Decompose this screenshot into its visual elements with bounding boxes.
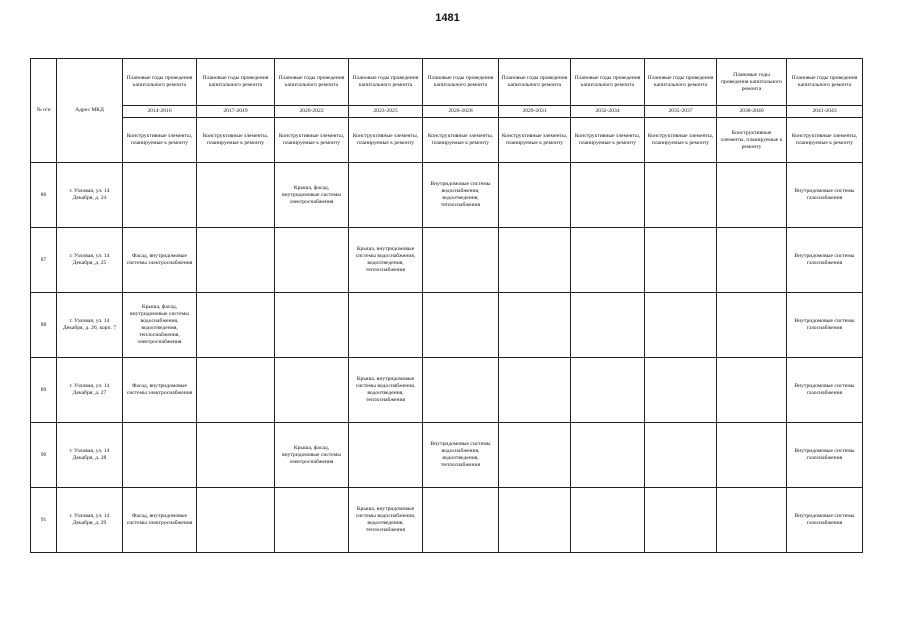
repair-elements-cell [423, 358, 499, 423]
repair-elements-cell: Фасад, внутридомовые системы электроснабжения [123, 228, 197, 293]
header-row-years [31, 106, 863, 118]
repair-elements-cell [197, 423, 275, 488]
row-address: г. Узловая, ул. 14 Декабря, д. 25 [57, 228, 123, 293]
period-title: Плановые годы проведения капитального ремонта [349, 59, 423, 106]
repair-elements-cell [717, 488, 787, 553]
period-elements-label: Конструктивные элементы, планируемые к ремонту [275, 118, 349, 163]
repair-elements-cell: Внутридомовые системы газоснабжения [787, 163, 863, 228]
repair-elements-cell: Внутридомовые системы водоснабжения, водоотведения, теплоснабжения [423, 423, 499, 488]
row-number: 90 [31, 423, 57, 488]
repair-elements-cell [423, 488, 499, 553]
repair-elements-cell [571, 358, 645, 423]
period-elements-label: Конструктивные элементы, планируемые к ремонту [349, 118, 423, 163]
repair-elements-cell: Крыша, внутридомовые системы водоснабжения, водоотведения, теплоснабжения [349, 358, 423, 423]
repair-elements-cell [499, 488, 571, 553]
period-title: Плановые годы проведения капитального ремонта [645, 59, 717, 106]
table-row [31, 228, 863, 293]
repair-plan-table [30, 58, 863, 553]
repair-elements-cell [717, 358, 787, 423]
period-years: 2017-2019 [197, 106, 275, 118]
repair-elements-cell: Фасад, внутридомовые системы электроснабжения [123, 488, 197, 553]
repair-elements-cell [197, 163, 275, 228]
period-title: Плановые годы проведения капитального ремонта [275, 59, 349, 106]
repair-elements-cell [197, 488, 275, 553]
repair-elements-cell [571, 423, 645, 488]
period-elements-label: Конструктивные элементы, планируемые к ремонту [717, 118, 787, 163]
repair-elements-cell: Крыша, внутридомовые системы водоснабжения, водоотведения, теплоснабжения [349, 228, 423, 293]
repair-elements-cell: Крыша, фасад, внутридомовые системы электроснабжения [275, 163, 349, 228]
page-number: 1481 [435, 12, 460, 24]
row-number: 86 [31, 163, 57, 228]
row-address: г. Узловая, ул. 14 Декабря, д. 28 [57, 423, 123, 488]
header-row-titles [31, 59, 863, 106]
row-number: 88 [31, 293, 57, 358]
row-number: 91 [31, 488, 57, 553]
repair-elements-cell [645, 423, 717, 488]
repair-elements-cell: Фасад, внутридомовые системы электроснабжения [123, 358, 197, 423]
repair-elements-cell: Внутридомовые системы газоснабжения [787, 293, 863, 358]
repair-elements-cell [275, 228, 349, 293]
column-header-address: Адрес МКД [57, 59, 123, 163]
period-elements-label: Конструктивные элементы, планируемые к ремонту [197, 118, 275, 163]
repair-elements-cell: Крыша, фасад, внутридомовые системы электроснабжения [275, 423, 349, 488]
repair-elements-cell [123, 423, 197, 488]
repair-elements-cell [571, 293, 645, 358]
period-years: 2041-2043 [787, 106, 863, 118]
repair-elements-cell: Крыша, фасад, внутридомовые системы водоснабжения, водоотведения, теплоснабжения, электроснабжения [123, 293, 197, 358]
repair-elements-cell [645, 228, 717, 293]
repair-elements-cell [645, 488, 717, 553]
repair-elements-cell [571, 228, 645, 293]
repair-elements-cell [423, 293, 499, 358]
repair-elements-cell: Крыша, внутридомовые системы водоснабжения, водоотведения, теплоснабжения [349, 488, 423, 553]
header-row-elements [31, 118, 863, 163]
repair-elements-cell [645, 293, 717, 358]
period-elements-label: Конструктивные элементы, планируемые к ремонту [423, 118, 499, 163]
table-row [31, 488, 863, 553]
period-years: 2035-2037 [645, 106, 717, 118]
period-elements-label: Конструктивные элементы, планируемые к ремонту [571, 118, 645, 163]
repair-elements-cell: Внутридомовые системы газоснабжения [787, 488, 863, 553]
repair-elements-cell [499, 423, 571, 488]
period-years: 2023-2025 [349, 106, 423, 118]
repair-elements-cell [123, 163, 197, 228]
row-address: г. Узловая, ул. 14 Декабря, д. 24 [57, 163, 123, 228]
repair-elements-cell [275, 488, 349, 553]
repair-elements-cell [717, 228, 787, 293]
row-number: 89 [31, 358, 57, 423]
repair-elements-cell [717, 423, 787, 488]
period-years: 2020-2022 [275, 106, 349, 118]
period-years: 2032-2034 [571, 106, 645, 118]
row-address: г. Узловая, ул. 14 Декабря, д. 29 [57, 488, 123, 553]
repair-elements-cell [499, 163, 571, 228]
repair-elements-cell: Внутридомовые системы водоснабжения, водоотведения, теплоснабжения [423, 163, 499, 228]
period-title: Плановые годы проведения капитального ремонта [123, 59, 197, 106]
table-row [31, 163, 863, 228]
table-row [31, 293, 863, 358]
period-title: Плановые годы проведения капитального ремонта [717, 59, 787, 106]
table-row [31, 358, 863, 423]
row-address: г. Узловая, ул. 14 Декабря, д. 26, корп. 7 [57, 293, 123, 358]
repair-elements-cell [423, 228, 499, 293]
period-elements-label: Конструктивные элементы, планируемые к ремонту [499, 118, 571, 163]
repair-elements-cell [717, 293, 787, 358]
repair-elements-cell [499, 358, 571, 423]
row-address: г. Узловая, ул. 14 Декабря, д. 27 [57, 358, 123, 423]
repair-elements-cell: Внутридомовые системы газоснабжения [787, 228, 863, 293]
repair-elements-cell [197, 293, 275, 358]
period-title: Плановые годы проведения капитального ремонта [197, 59, 275, 106]
period-elements-label: Конструктивные элементы, планируемые к ремонту [123, 118, 197, 163]
period-title: Плановые годы проведения капитального ремонта [499, 59, 571, 106]
repair-elements-cell [349, 163, 423, 228]
period-years: 2029-2031 [499, 106, 571, 118]
repair-elements-cell [499, 228, 571, 293]
repair-elements-cell [645, 163, 717, 228]
repair-elements-cell [349, 293, 423, 358]
period-elements-label: Конструктивные элементы, планируемые к ремонту [787, 118, 863, 163]
period-title: Плановые годы проведения капитального ремонта [571, 59, 645, 106]
period-years: 2026-2028 [423, 106, 499, 118]
period-years: 2038-2040 [717, 106, 787, 118]
table-row [31, 423, 863, 488]
repair-elements-cell [275, 293, 349, 358]
repair-elements-cell [717, 163, 787, 228]
column-header-number: № п/п [31, 59, 57, 163]
period-title: Плановые годы проведения капитального ремонта [423, 59, 499, 106]
repair-elements-cell [275, 358, 349, 423]
repair-elements-cell [197, 358, 275, 423]
period-title: Плановые годы проведения капитального ремонта [787, 59, 863, 106]
repair-elements-cell [197, 228, 275, 293]
period-years: 2014-2016 [123, 106, 197, 118]
repair-elements-cell [571, 163, 645, 228]
period-elements-label: Конструктивные элементы, планируемые к ремонту [645, 118, 717, 163]
row-number: 87 [31, 228, 57, 293]
repair-elements-cell [499, 293, 571, 358]
repair-elements-cell [349, 423, 423, 488]
repair-elements-cell: Внутридомовые системы газоснабжения [787, 423, 863, 488]
repair-elements-cell: Внутридомовые системы газоснабжения [787, 358, 863, 423]
repair-elements-cell [571, 488, 645, 553]
repair-elements-cell [645, 358, 717, 423]
